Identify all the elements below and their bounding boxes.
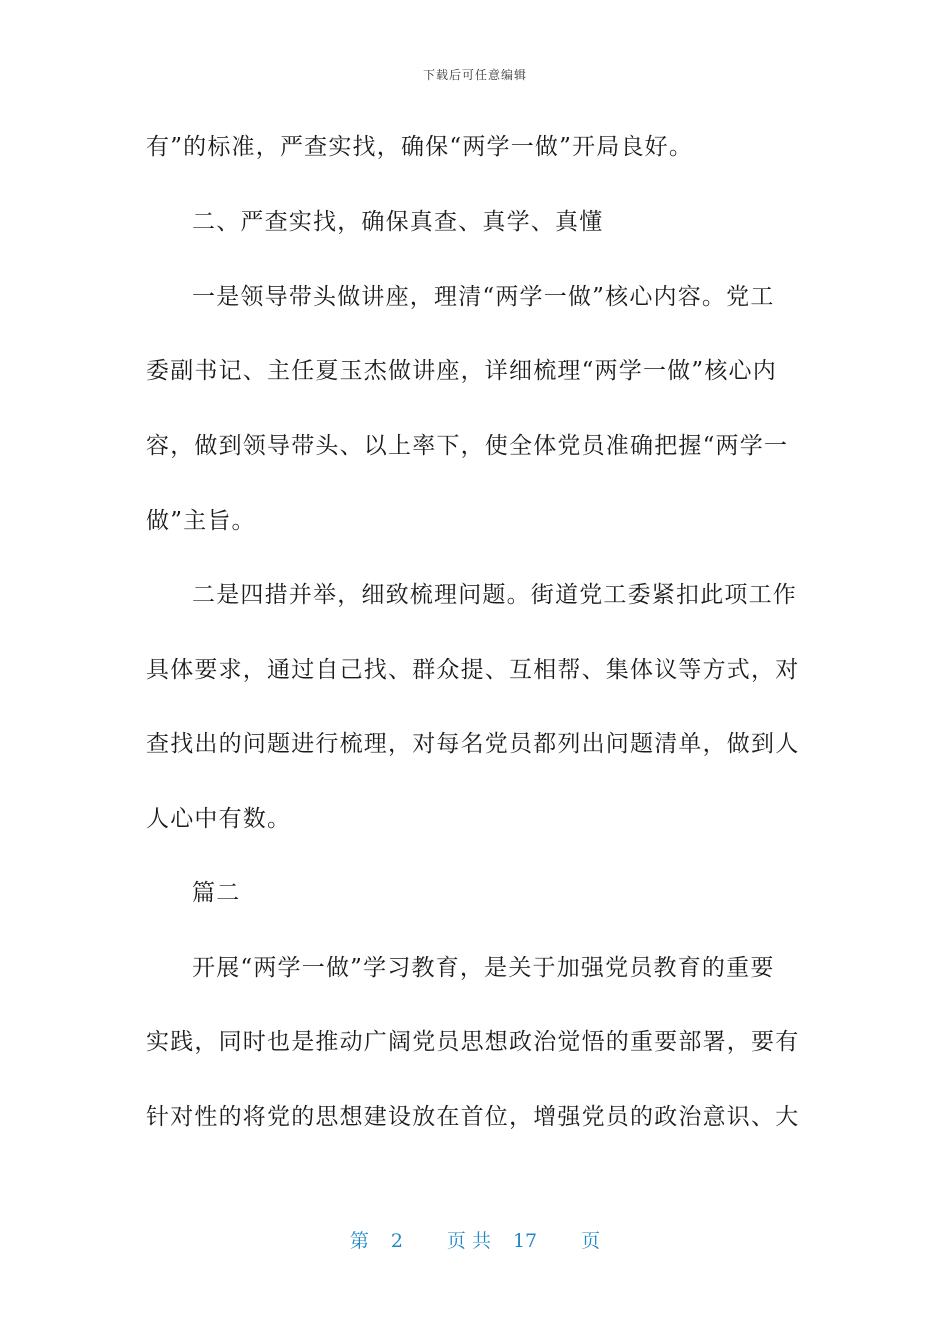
footer-suffix: 页 bbox=[581, 1230, 601, 1252]
text-line: 具体要求，通过自己找、群众提、互相帮、集体议等方式，对 bbox=[146, 657, 800, 683]
text-line: 人心中有数。 bbox=[146, 806, 292, 832]
footer-total-pages: 17 bbox=[512, 1230, 538, 1252]
footer-page-number: 2 bbox=[390, 1230, 403, 1252]
footer-prefix: 第 bbox=[349, 1230, 369, 1252]
text-line: 委副书记、主任夏玉杰做讲座，详细梳理“两学一做”核心内 bbox=[146, 358, 777, 384]
footer-middle: 页 共 bbox=[446, 1230, 491, 1252]
page-footer bbox=[0, 1226, 950, 1253]
text-line: 一是领导带头做讲座，理清“两学一做”核心内容。党工 bbox=[192, 284, 775, 310]
text-line: 开展“两学一做”学习教育，是关于加强党员教育的重要 bbox=[192, 955, 775, 981]
header-note: 下载后可任意编辑 bbox=[422, 68, 527, 82]
section-heading: 篇二 bbox=[192, 880, 241, 906]
text-line: 实践，同时也是推动广阔党员思想政治觉悟的重要部署，要有 bbox=[146, 1029, 800, 1055]
text-line: 二是四措并举，细致梳理问题。街道党工委紧扣此项工作 bbox=[192, 582, 797, 608]
text-line: 有”的标准，严查实找，确保“两学一做”开局良好。 bbox=[146, 134, 694, 160]
section-heading: 二、严查实找，确保真查、真学、真懂 bbox=[192, 209, 604, 235]
text-line: 查找出的问题进行梳理，对每名党员都列出问题清单，做到人 bbox=[146, 731, 800, 757]
text-line: 针对性的将党的思想建设放在首位，增强党员的政治意识、大 bbox=[146, 1104, 800, 1130]
text-line: 容，做到领导带头、以上率下，使全体党员准确把握“两学一 bbox=[146, 433, 789, 459]
text-line: 做”主旨。 bbox=[146, 508, 256, 534]
